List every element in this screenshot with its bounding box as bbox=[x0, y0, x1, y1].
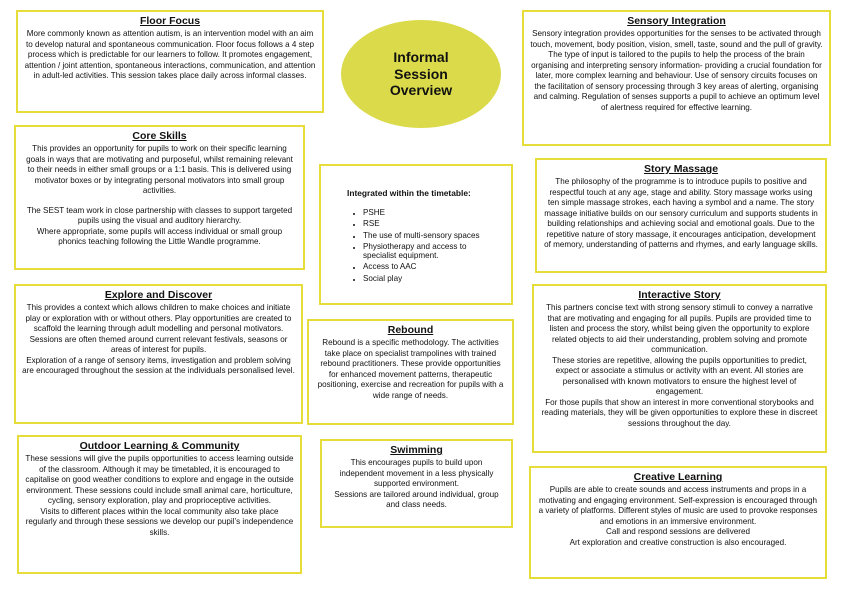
timetable-item: • Access to AAC bbox=[363, 262, 501, 271]
swimming-text-1: This encourages pupils to build upon independent movement in a less physically supported environment. bbox=[339, 458, 494, 489]
floor-focus-title: Floor Focus bbox=[139, 15, 201, 27]
story-massage-text: The philosophy of the programme is to introduce pupils to positive and respectful touch at any age, stage and ability. Story massage works using ten simple massage strokes, each having a symbol and a name. The story massage initiative builds on our sensory curriculum and supports students in building relationships and achieving social and emotional goals. Due to the repetitive nature of story massage, it encourages anticipation, development of memory, understanding of patterns and rhymes, and early language skills. bbox=[544, 177, 818, 250]
explore-discover-text-1: This provides a context which allows children to make choices and initiate play or exploration with or without others. Play opportunities are created to scaffold the learning through adult modelling and personal motivators. Sessions are often themed around current relevant festivals, seasons or areas of interest for pupils. bbox=[25, 303, 292, 355]
core-skills-text-2: The SEST team work in close partnership with classes to support targeted pupils using the visual and auditory hierarchy. bbox=[26, 205, 293, 226]
overview-title: Informal Session Overview bbox=[389, 48, 453, 99]
outdoor-learning-text-1: These sessions will give the pupils opportunities to access learning outside of the classroom. Although it may be timetabled, it is encouraged to capitalise on good weather conditions to explore and engage in the outside environment. These sessions could include small animal care, horticulture, cycling, sensory exploration, play and proprioceptive activities. bbox=[25, 454, 294, 506]
core-skills-title: Core Skills bbox=[132, 130, 187, 142]
creative-learning-text-2: Call and respond sessions are delivered bbox=[606, 527, 750, 537]
interactive-story-box bbox=[532, 284, 827, 453]
swimming-title: Swimming bbox=[390, 444, 443, 456]
outdoor-learning-box bbox=[17, 435, 302, 574]
swimming-box bbox=[320, 439, 513, 528]
floor-focus-text: More commonly known as attention autism, is an intervention model with an aim to develop natural and spontaneous communication. Floor focus follows a 4 step process which is predictable for our learners to follow. It promotes engagement, attention / joint attention, spontaneous interactions, communication, and attention in adult-led activities. This session takes place daily across informal classes. bbox=[24, 29, 316, 81]
outdoor-learning-text-2: Visits to different places within the local community also take place regularly and through these sessions we develop our pupil’s independence skills. bbox=[25, 506, 294, 537]
explore-discover-text-2: Exploration of a range of sensory items, investigation and problem solving are encouraged throughout the session at the individuals personalised level. bbox=[22, 355, 295, 376]
rebound-title: Rebound bbox=[387, 324, 434, 336]
overview-oval bbox=[341, 20, 501, 128]
floor-focus-box bbox=[16, 10, 324, 113]
creative-learning-text-1: Pupils are able to create sounds and access instruments and props in a motivating and engaging environment. Self-expression is encouraged through a variety of platforms. Different styles of music are used to provoke responses and emotions in an immersive environment. bbox=[538, 485, 818, 526]
interactive-story-text-1: This partners concise text with strong sensory stimuli to convey a narrative that are motivating and engaging for all pupils. Pupils are provided time to listen and process the story, whilst being given the opportunity to explore related objects to aid their understanding, problem solving and promote communication. bbox=[546, 303, 813, 355]
core-skills-text-1: This provides an opportunity for pupils to work on their specific learning goals in ways that are motivating and purposeful, whilst remaining relevant to their needs in either small groups or a 1:1 basis. This is delivered using motivator boxes or by integrating personal motivators into small group activities. bbox=[26, 144, 293, 196]
sensory-integration-title: Sensory Integration bbox=[627, 15, 726, 27]
sensory-integration-box bbox=[522, 10, 831, 146]
rebound-text: Rebound is a specific methodology. The activities take place on specialist trampolines with trained rebound practitioners. These provide opportunities for enhanced movement patterns, therapeutic positioning, exercise and recreation for pupils with a wide range of needs. bbox=[317, 338, 504, 400]
core-skills-box bbox=[14, 125, 305, 270]
story-massage-title: Story Massage bbox=[643, 163, 719, 175]
timetable-item: • The use of multi-sensory spaces bbox=[363, 231, 501, 240]
timetable-box bbox=[319, 164, 513, 305]
core-skills-text-3: Where appropriate, some pupils will access individual or small group phonics teaching following the Little Wandle programme. bbox=[36, 226, 283, 247]
timetable-heading: Integrated within the timetable: bbox=[347, 188, 471, 198]
interactive-story-title: Interactive Story bbox=[638, 289, 721, 301]
creative-learning-box bbox=[529, 466, 827, 579]
timetable-item: • Physiotherapy and access to specialist equipment. bbox=[363, 242, 501, 261]
timetable-item: • PSHE bbox=[363, 208, 501, 217]
timetable-item: • RSE bbox=[363, 219, 501, 228]
timetable-list bbox=[347, 208, 501, 283]
creative-learning-title: Creative Learning bbox=[633, 471, 723, 483]
explore-discover-box bbox=[14, 284, 303, 424]
swimming-text-2: Sessions are tailored around individual, group and class needs. bbox=[334, 489, 499, 510]
sensory-integration-text: Sensory integration provides opportunities for the senses to be activated through touch, movement, body position, vision, smell, taste, sound and the pull of gravity. The type of input is tailored to the pupils to help the process of the brain organising and interpreting sensory information- providing a crucial foundation for later, more complex learning and behaviour. Use of sensory circuits focuses on the facilitation of sensory processing through 3 key areas of alerting, organising and calming. Regulation of senses supports a pupil to achieve an optimum level of alertness required for effective learning. bbox=[530, 29, 823, 112]
outdoor-learning-title: Outdoor Learning & Community bbox=[79, 440, 240, 452]
creative-learning-text-3: Art exploration and creative construction is also encouraged. bbox=[569, 537, 787, 547]
interactive-story-text-3: For those pupils that show an interest in more conventional storybooks and reading materials, they will be given opportunities to explore these in discreet sessions throughout the day. bbox=[541, 397, 818, 428]
rebound-box bbox=[307, 319, 514, 425]
interactive-story-text-2: These stories are repetitive, allowing the pupils opportunities to predict, expect or associate a stimulus or activity with an event. All stories are personalised with known motivators to ensure the highest level of engagement. bbox=[552, 355, 807, 397]
story-massage-box bbox=[535, 158, 827, 273]
explore-discover-title: Explore and Discover bbox=[104, 289, 213, 301]
timetable-item: • Social play bbox=[363, 274, 501, 283]
